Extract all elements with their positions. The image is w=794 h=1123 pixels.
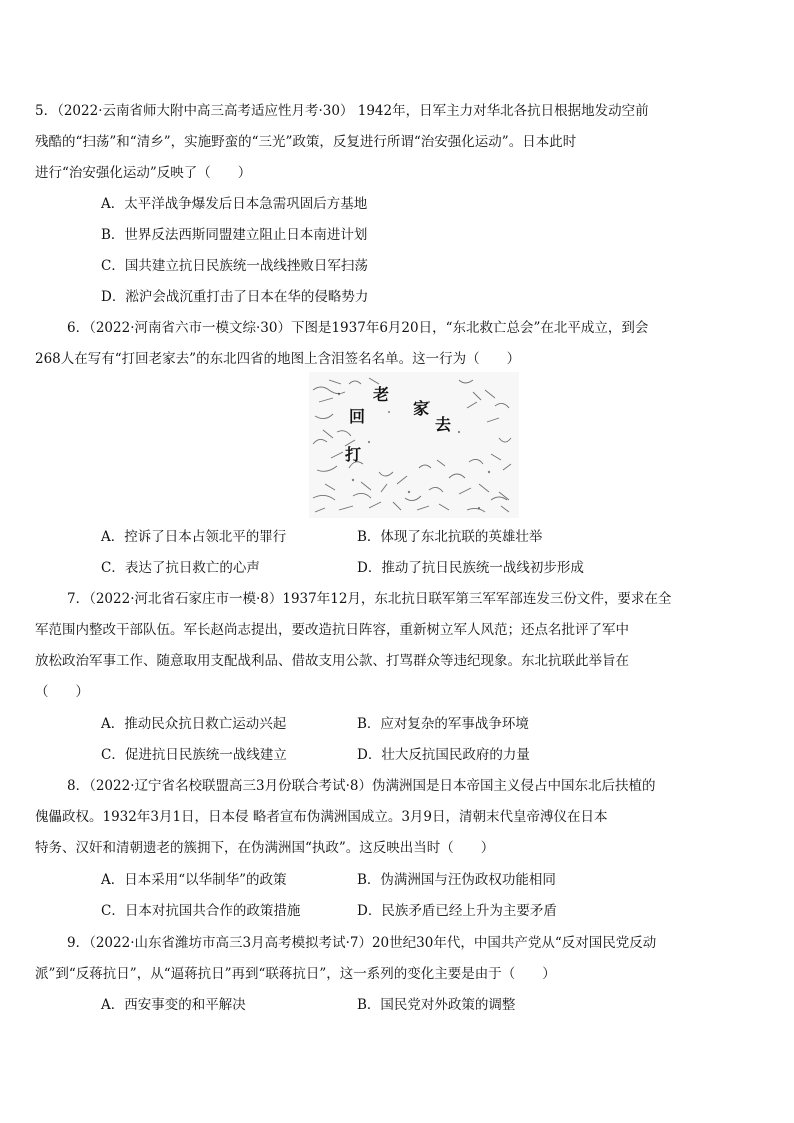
question-stem-line: （2022·河南省六市一模文综·30）下图是1937年6月20日，“东北救亡总会”在北平成立，到会 xyxy=(89,320,649,336)
option-d[interactable]: D．壮大反抗国民政府的力量 xyxy=(357,747,530,763)
question-number: 8． xyxy=(67,778,90,794)
question-stem-line: 残酷的“扫荡”和“清乡”，实施野蛮的“三光”政策，反复进行所谓“治安强化运动”。日本此时 xyxy=(35,134,577,150)
question-stem-line: （2022·河北省石家庄市一模·8）1937年12月，东北抗日联军第三军军部连发三份文件，要求在全 xyxy=(89,591,672,607)
option-d[interactable]: D．民族矛盾已经上升为主要矛盾 xyxy=(357,903,557,919)
map-sketch-image xyxy=(309,372,519,518)
question-line xyxy=(67,584,722,615)
question-stem-line: 268人在写有“打回老家去”的东北四省的地图上含泪签名名单。这一行为（ ） xyxy=(35,351,521,367)
map-text-hui: 回 xyxy=(349,407,366,426)
question-5 xyxy=(35,96,722,189)
question-number: 7． xyxy=(67,591,90,607)
question-stem-line: 军范围内整改干部队伍。军长赵尚志提出，要改造抗日阵容，重新树立军人风范；还点名批评了军中 xyxy=(35,622,629,638)
option-a[interactable]: A．太平洋战争爆发后日本急需巩固后方基地 xyxy=(101,196,368,212)
question-stem-line: 进行“治安强化运动”反映了（ ） xyxy=(35,165,252,181)
option-b[interactable]: B．伪满洲国与汪伪政权功能相同 xyxy=(357,872,556,888)
option-a[interactable]: A．控诉了日本占领北平的罪行 xyxy=(101,529,287,545)
signature-map-figure xyxy=(309,372,519,518)
question-stem-line: 放松政治军事工作、随意取用支配战利品、借故支用公款、打骂群众等违纪现象。东北抗联此举旨在 xyxy=(35,653,629,669)
map-text-lao: 老 xyxy=(373,385,390,404)
answer-blank: （ ） xyxy=(35,684,89,700)
option-b[interactable]: B．应对复杂的军事战争环境 xyxy=(357,716,529,732)
question-stem-line: （2022·辽宁省名校联盟高三3月份联合考试·8）伪满洲国是日本帝国主义侵占中国东北后扶植的 xyxy=(89,778,656,794)
option-d[interactable]: D．淞沪会战沉重打击了日本在华的侵略势力 xyxy=(101,289,369,305)
question-7 xyxy=(35,584,722,708)
map-text-jia: 家 xyxy=(413,399,430,418)
question-stem-line: 特务、汉奸和清朝遗老的簇拥下，在伪满洲国“执政”。这反映出当时（ ） xyxy=(35,840,495,856)
question-stem-line: （2022·云南省师大附中高三高考适应性月考·30） 1942年，日军主力对华北各抗日根据地发动空前 xyxy=(57,103,649,119)
option-a[interactable]: A．西安事变的和平解决 xyxy=(101,997,246,1013)
option-c[interactable]: C．表达了抗日救亡的心声 xyxy=(101,560,260,576)
question-9 xyxy=(35,928,722,990)
map-text-qu: 去 xyxy=(435,415,452,434)
option-a[interactable]: A．推动民众抗日救亡运动兴起 xyxy=(101,716,287,732)
question-line xyxy=(67,313,722,344)
map-text-da: 打 xyxy=(345,445,362,464)
option-b[interactable]: B．国民党对外政策的调整 xyxy=(357,997,516,1013)
option-c[interactable]: C．日本对抗国共合作的政策措施 xyxy=(101,903,301,919)
question-stem-line: 派”到“反蒋抗日”，从“逼蒋抗日”再到“联蒋抗日”，这一系列的变化主要是由于（ ） xyxy=(35,966,556,982)
question-8 xyxy=(35,771,722,864)
option-c[interactable]: C．国共建立抗日民族统一战线挫败日军扫荡 xyxy=(101,258,368,274)
question-line xyxy=(67,771,722,802)
question-stem-line: 傀儡政权。1932年3月1日，日本侵 略者宣布伪满洲国成立。3月9日，清朝末代皇帝溥仪在日本 xyxy=(35,809,608,825)
question-stem-line: （2022·山东省潍坊市高三3月高考模拟考试·7）20世纪30年代，中国共产党从“反对国民党反动 xyxy=(89,935,657,951)
option-a[interactable]: A．日本采用“以华制华”的政策 xyxy=(101,872,287,888)
question-number: 5． xyxy=(35,103,58,119)
option-c[interactable]: C．促进抗日民族统一战线建立 xyxy=(101,747,287,763)
question-number: 9． xyxy=(67,935,90,951)
question-number: 6． xyxy=(67,320,90,336)
question-line xyxy=(35,96,722,127)
option-d[interactable]: D．推动了抗日民族统一战线初步形成 xyxy=(357,560,584,576)
question-6 xyxy=(35,313,722,375)
question-line xyxy=(67,928,722,959)
option-b[interactable]: B．世界反法西斯同盟建立阻止日本南进计划 xyxy=(101,227,368,243)
option-b[interactable]: B．体现了东北抗联的英雄壮举 xyxy=(357,529,543,545)
